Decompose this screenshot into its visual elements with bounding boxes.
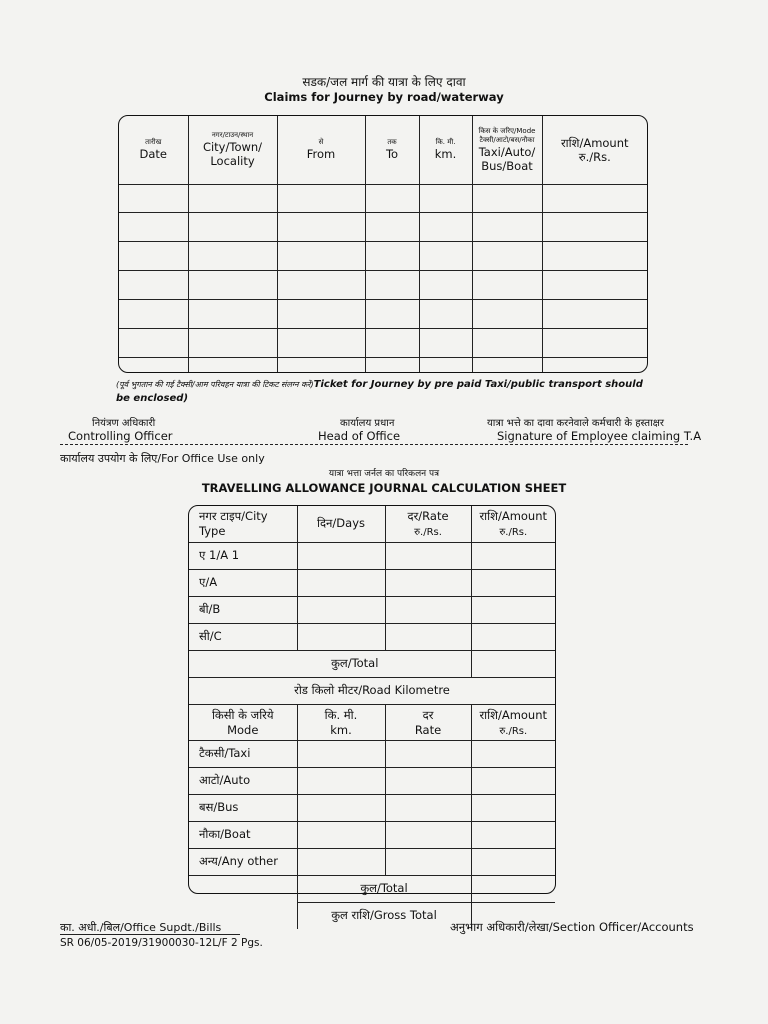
journal-title-english: TRAVELLING ALLOWANCE JOURNAL CALCULATION SHEET — [201, 481, 567, 495]
km-cell[interactable] — [297, 848, 385, 875]
rate-cell[interactable] — [385, 569, 471, 596]
mode-label: अन्य/Any other — [189, 848, 297, 875]
cell[interactable] — [472, 184, 542, 213]
cell[interactable] — [472, 213, 542, 242]
city-row-a1 — [189, 542, 555, 569]
days-cell[interactable] — [297, 596, 385, 623]
note-english: Ticket for Journey by pre paid Taxi/public transport should be enclosed) — [116, 379, 643, 404]
journal-title-hindi: यात्रा भत्ता जर्नल का परिकलन पत्र — [328, 469, 440, 479]
claims-row — [119, 358, 647, 372]
cell[interactable] — [188, 329, 277, 358]
claims-header-row — [119, 116, 647, 184]
km-cell[interactable] — [297, 821, 385, 848]
ticket-note — [116, 378, 656, 406]
office-use-label: कार्यालय उपयोग के लिए/For Office Use only — [60, 452, 265, 465]
cell[interactable] — [119, 329, 188, 358]
mode-header-row — [189, 704, 555, 740]
cell[interactable] — [472, 358, 542, 372]
cell[interactable] — [419, 184, 472, 213]
cell[interactable] — [119, 242, 188, 271]
col-date: तारीख Date — [119, 116, 188, 184]
cell[interactable] — [277, 300, 365, 329]
cell[interactable] — [542, 271, 647, 300]
col-mode-amount: राशि/Amount रु./Rs. — [471, 704, 555, 740]
cell[interactable] — [188, 300, 277, 329]
claims-table — [118, 115, 648, 373]
city-row-a — [189, 569, 555, 596]
cell[interactable] — [119, 271, 188, 300]
mode-row-auto — [189, 767, 555, 794]
cell[interactable] — [119, 358, 188, 372]
mode-label: आटो/Auto — [189, 767, 297, 794]
employee-signature-label: Signature of Employee claiming T.A — [497, 429, 702, 443]
title-hindi: सडक/जल मार्ग की यात्रा के लिए दावा — [302, 75, 466, 89]
cell[interactable] — [419, 358, 472, 372]
claims-row — [119, 329, 647, 358]
cell[interactable] — [419, 271, 472, 300]
rate-cell[interactable] — [385, 623, 471, 650]
col-km: कि. मी. km. — [419, 116, 472, 184]
cell[interactable] — [472, 300, 542, 329]
section-officer-accounts: अनुभाग अधिकारी/लेखा/Section Officer/Accounts — [450, 920, 694, 934]
days-cell[interactable] — [297, 623, 385, 650]
city-row-c — [189, 623, 555, 650]
km-cell[interactable] — [297, 794, 385, 821]
mode-total-cell[interactable] — [471, 875, 555, 902]
claims-row — [119, 242, 647, 271]
cell[interactable] — [365, 213, 419, 242]
col-rate: दर/Rate रु./Rs. — [385, 506, 471, 542]
city-total-cell[interactable] — [471, 650, 555, 677]
cell[interactable] — [365, 271, 419, 300]
days-cell[interactable] — [297, 569, 385, 596]
cell[interactable] — [188, 213, 277, 242]
mode-row-taxi — [189, 740, 555, 767]
mode-label: नौका/Boat — [189, 821, 297, 848]
col-km: कि. मी. km. — [297, 704, 385, 740]
claims-row — [119, 213, 647, 242]
city-header-row — [189, 506, 555, 542]
cell[interactable] — [188, 184, 277, 213]
amount-cell[interactable] — [471, 848, 555, 875]
days-cell[interactable] — [297, 542, 385, 569]
cell[interactable] — [119, 184, 188, 213]
signature-dashed-line — [60, 444, 688, 445]
cell[interactable] — [472, 271, 542, 300]
claims-row — [119, 184, 647, 213]
mode-row-bus — [189, 794, 555, 821]
cell[interactable] — [188, 271, 277, 300]
col-city-type: नगर टाइप/City Type — [189, 506, 297, 542]
cell[interactable] — [277, 242, 365, 271]
controlling-officer-hindi: नियंत्रण अधिकारी — [92, 418, 156, 429]
cell[interactable] — [365, 358, 419, 372]
rate-cell[interactable] — [385, 542, 471, 569]
journal-calculation-table — [188, 505, 556, 922]
city-label: सी/C — [189, 623, 297, 650]
employee-signature-hindi: यात्रा भत्ते का दावा करनेवाले कर्मचारी के हस्ताक्षर — [487, 418, 664, 429]
city-label: ए/A — [189, 569, 297, 596]
mode-total-row — [189, 875, 555, 902]
cell[interactable] — [419, 300, 472, 329]
cell[interactable] — [277, 213, 365, 242]
col-mode: किस के जरिए/Mode टैक्सी/आटो/बस/नौका Taxi/Auto/ Bus/Boat — [472, 116, 542, 184]
cell[interactable] — [277, 358, 365, 372]
footer-underline — [60, 934, 240, 935]
rate-cell[interactable] — [385, 794, 471, 821]
amount-cell[interactable] — [471, 542, 555, 569]
mode-total-label: कुल/Total — [297, 875, 471, 902]
cell[interactable] — [542, 184, 647, 213]
cell[interactable] — [119, 300, 188, 329]
controlling-officer-label: Controlling Officer — [68, 429, 173, 443]
city-label: ए 1/A 1 — [189, 542, 297, 569]
cell[interactable] — [472, 329, 542, 358]
amount-cell[interactable] — [471, 740, 555, 767]
km-cell[interactable] — [297, 740, 385, 767]
cell[interactable] — [542, 300, 647, 329]
city-row-b — [189, 596, 555, 623]
form-number: SR 06/05-2019/31900030-12L/F 2 Pgs. — [60, 937, 263, 949]
rate-cell[interactable] — [385, 848, 471, 875]
rate-cell[interactable] — [385, 740, 471, 767]
cell[interactable] — [472, 242, 542, 271]
claims-row — [119, 300, 647, 329]
blank — [189, 875, 297, 902]
head-of-office-label: Head of Office — [318, 429, 401, 443]
city-label: बी/B — [189, 596, 297, 623]
note-hindi: (पूर्व भुगतान की गई टैक्सी/आम परिवहन यात्रा की टिकट संलग्न करें) — [116, 380, 314, 389]
amount-cell[interactable] — [471, 569, 555, 596]
gross-total-label: कुल राशि/Gross Total — [297, 902, 471, 929]
mode-label: टैकसी/Taxi — [189, 740, 297, 767]
cell[interactable] — [419, 213, 472, 242]
col-days: दिन/Days — [297, 506, 385, 542]
city-total-row — [189, 650, 555, 677]
road-km-row — [189, 677, 555, 704]
mode-row-boat — [189, 821, 555, 848]
mode-label: बस/Bus — [189, 794, 297, 821]
cell[interactable] — [419, 329, 472, 358]
col-mode: किसी के जरिये Mode — [189, 704, 297, 740]
cell[interactable] — [542, 213, 647, 242]
col-amount: राशि/Amount रु./Rs. — [471, 506, 555, 542]
office-supdt-bills: का. अधी./बिल/Office Supdt./Bills — [60, 921, 222, 934]
amount-cell[interactable] — [471, 623, 555, 650]
km-cell[interactable] — [297, 767, 385, 794]
amount-cell[interactable] — [471, 821, 555, 848]
cell[interactable] — [365, 329, 419, 358]
cell[interactable] — [542, 358, 647, 372]
amount-cell[interactable] — [471, 767, 555, 794]
cell[interactable] — [365, 242, 419, 271]
rate-cell[interactable] — [385, 767, 471, 794]
mode-row-other — [189, 848, 555, 875]
col-mode-rate: दर Rate — [385, 704, 471, 740]
cell[interactable] — [277, 184, 365, 213]
col-to: तक To — [365, 116, 419, 184]
col-city: नगर/टाउन/स्थान City/Town/ Locality — [188, 116, 277, 184]
cell[interactable] — [277, 329, 365, 358]
rate-cell[interactable] — [385, 596, 471, 623]
cell[interactable] — [277, 271, 365, 300]
cell[interactable] — [365, 300, 419, 329]
city-total-label: कुल/Total — [189, 650, 471, 677]
road-km-label: रोड किलो मीटर/Road Kilometre — [189, 677, 555, 704]
head-of-office-hindi: कार्यालय प्रधान — [340, 418, 395, 429]
cell[interactable] — [119, 213, 188, 242]
title-english: Claims for Journey by road/waterway — [264, 90, 504, 104]
col-amount: राशि/Amount रु./Rs. — [542, 116, 647, 184]
cell[interactable] — [188, 242, 277, 271]
cell[interactable] — [188, 358, 277, 372]
amount-cell[interactable] — [471, 596, 555, 623]
cell[interactable] — [542, 242, 647, 271]
rate-cell[interactable] — [385, 821, 471, 848]
claims-row — [119, 271, 647, 300]
cell[interactable] — [365, 184, 419, 213]
cell[interactable] — [419, 242, 472, 271]
cell[interactable] — [542, 329, 647, 358]
amount-cell[interactable] — [471, 794, 555, 821]
col-from: से From — [277, 116, 365, 184]
